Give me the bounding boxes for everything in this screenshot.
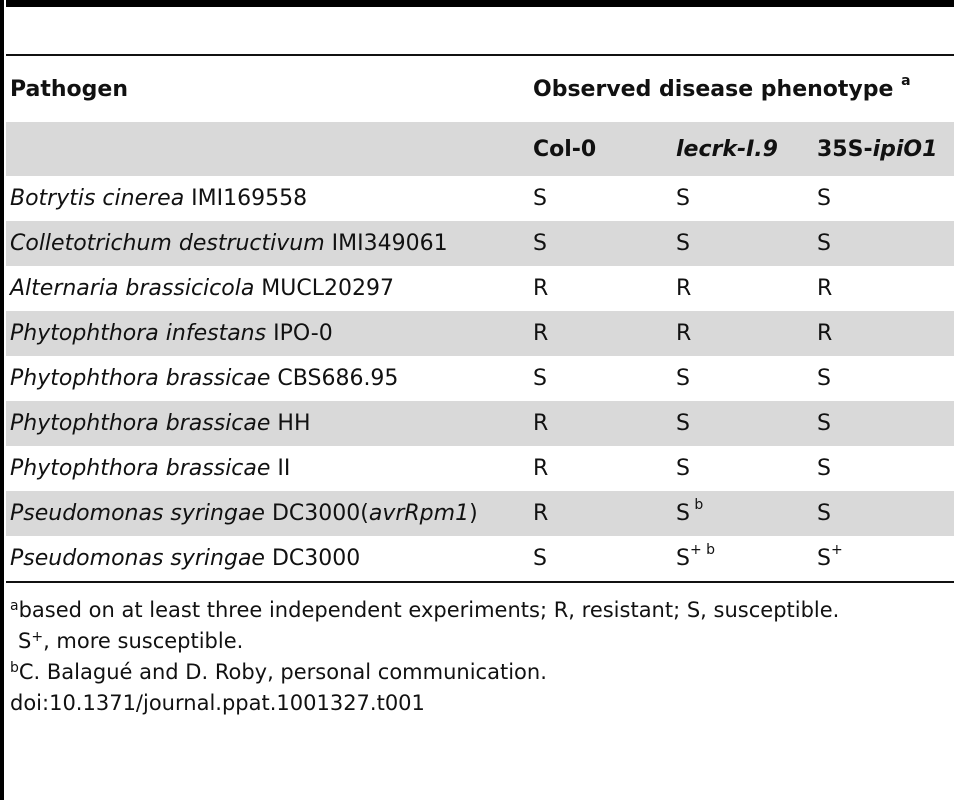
- ipio1-cell: [813, 446, 954, 491]
- pathogen-species: Pseudomonas syringae: [10, 546, 265, 571]
- table-container: [6, 0, 954, 719]
- pathogen-strain: CBS686.95: [270, 366, 399, 391]
- lecrk-value: S: [676, 501, 690, 526]
- table-caption-space: [6, 7, 954, 54]
- lecrk-value: S: [676, 366, 690, 391]
- table-row: [6, 446, 954, 491]
- top-border: [6, 0, 954, 7]
- ipio1-cell: [813, 491, 954, 536]
- footnote-a-text: based on at least three independent experiments; R, resistant; S, susceptible.: [18, 598, 840, 622]
- pathogen-species: Phytophthora infestans: [10, 321, 267, 346]
- col0-cell: R: [533, 411, 549, 436]
- pathogen-species: Phytophthora brassicae: [10, 456, 271, 481]
- header-lecrk: [672, 122, 813, 176]
- footnote-a-mark: a: [10, 598, 19, 614]
- ipio1-cell: [813, 401, 954, 446]
- footnote-a-text2: , more susceptible.: [43, 629, 244, 653]
- footnote-b-mark: b: [10, 660, 19, 676]
- header-observed-sup: a: [901, 72, 911, 89]
- table-row: [6, 401, 954, 446]
- pathogen-strain: IMI349061: [324, 231, 448, 256]
- pathogen-cell: [6, 176, 529, 221]
- lecrk-value: R: [676, 321, 692, 346]
- lecrk-cell: [672, 221, 813, 266]
- ipio1-value: S: [817, 186, 831, 211]
- footnote-b-text: C. Balagué and D. Roby, personal communication.: [18, 660, 547, 684]
- lecrk-value: S: [676, 546, 690, 571]
- pathogen-strain: II: [270, 456, 291, 481]
- pathogen-species: Colletotrichum destructivum: [10, 231, 325, 256]
- footnote-a-s: S: [18, 629, 32, 653]
- ipio1-value: S: [817, 501, 831, 526]
- pathogen-species: Alternaria brassicicola: [10, 276, 255, 301]
- col0-cell: S: [533, 186, 547, 211]
- pathogen-strain: MUCL20297: [254, 276, 394, 301]
- table-row: [6, 356, 954, 401]
- pathogen-strain: DC3000: [264, 546, 361, 571]
- doi-line: doi:10.1371/journal.ppat.1001327.t001: [10, 691, 425, 715]
- table-row: [6, 311, 954, 356]
- lecrk-cell: [672, 491, 813, 536]
- table-row: [6, 536, 954, 581]
- footnote-a-cont: [10, 626, 954, 657]
- col0-cell: S: [533, 231, 547, 256]
- ipio1-value: S: [817, 411, 831, 436]
- pathogen-species: Phytophthora brassicae: [10, 411, 271, 436]
- disease-phenotype-table: [6, 56, 954, 581]
- table-row: [6, 491, 954, 536]
- header-ipio1-prefix: 35S-: [817, 136, 873, 162]
- pathogen-cell: [6, 311, 529, 356]
- table-bottom-rule: [6, 581, 954, 583]
- pathogen-strain: IPO-0: [266, 321, 333, 346]
- lecrk-cell: [672, 176, 813, 221]
- pathogen-cell: [6, 536, 529, 581]
- pathogen-strain: IMI169558: [184, 186, 308, 211]
- lecrk-cell: [672, 266, 813, 311]
- lecrk-value: S: [676, 456, 690, 481]
- lecrk-cell: [672, 311, 813, 356]
- header-observed-label: Observed disease phenotype: [533, 76, 894, 102]
- ipio1-cell: [813, 536, 954, 581]
- table-row: [6, 176, 954, 221]
- header-ipio1: [813, 122, 954, 176]
- lecrk-sup: b: [689, 497, 704, 513]
- ipio1-value: S: [817, 366, 831, 391]
- ipio1-value: R: [817, 321, 833, 346]
- pathogen-strain: DC3000(: [264, 501, 369, 526]
- col0-cell: S: [533, 546, 547, 571]
- pathogen-cell: [6, 446, 529, 491]
- header-blank: [6, 122, 529, 176]
- lecrk-value: S: [676, 186, 690, 211]
- header-row-1: [6, 56, 954, 122]
- col0-cell: R: [533, 501, 549, 526]
- pathogen-cell: [6, 401, 529, 446]
- ipio1-cell: [813, 356, 954, 401]
- pathogen-cell: [6, 221, 529, 266]
- pathogen-species: Phytophthora brassicae: [10, 366, 271, 391]
- table-row: [6, 266, 954, 311]
- ipio1-value: S: [817, 456, 831, 481]
- pathogen-strain: HH: [270, 411, 311, 436]
- lecrk-cell: [672, 356, 813, 401]
- header-observed-phenotype: [529, 56, 954, 122]
- ipio1-cell: [813, 176, 954, 221]
- footnote-a: [10, 595, 954, 626]
- left-border: [0, 0, 4, 800]
- lecrk-cell: [672, 401, 813, 446]
- ipio1-value: S: [817, 231, 831, 256]
- ipio1-cell: [813, 311, 954, 356]
- table-row: [6, 221, 954, 266]
- header-pathogen: Pathogen: [10, 76, 129, 102]
- ipio1-sup: +: [830, 542, 843, 558]
- lecrk-value: R: [676, 276, 692, 301]
- header-col0: Col-0: [533, 136, 597, 162]
- pathogen-strain-italic: avrRpm1: [368, 501, 470, 526]
- footnote-a-plus: +: [31, 629, 44, 645]
- ipio1-value: R: [817, 276, 833, 301]
- lecrk-cell: [672, 446, 813, 491]
- ipio1-cell: [813, 266, 954, 311]
- col0-cell: R: [533, 321, 549, 346]
- header-row-2: [6, 122, 954, 176]
- lecrk-cell: [672, 536, 813, 581]
- pathogen-species: Botrytis cinerea: [10, 186, 185, 211]
- pathogen-cell: [6, 491, 529, 536]
- header-ipio1-italic: ipiO1: [872, 136, 938, 162]
- table-footnotes: [6, 595, 954, 719]
- pathogen-species: Pseudomonas syringae: [10, 501, 265, 526]
- col0-cell: S: [533, 366, 547, 391]
- col0-cell: R: [533, 456, 549, 481]
- col0-cell: R: [533, 276, 549, 301]
- lecrk-sup: + b: [689, 542, 716, 558]
- lecrk-value: S: [676, 411, 690, 436]
- pathogen-strain-tail: ): [469, 501, 478, 526]
- lecrk-value: S: [676, 231, 690, 256]
- header-lecrk-label: lecrk-I.9: [676, 136, 778, 162]
- ipio1-cell: [813, 221, 954, 266]
- pathogen-cell: [6, 356, 529, 401]
- ipio1-value: S: [817, 546, 831, 571]
- pathogen-cell: [6, 266, 529, 311]
- footnote-b: [10, 657, 954, 688]
- table-body: [6, 176, 954, 581]
